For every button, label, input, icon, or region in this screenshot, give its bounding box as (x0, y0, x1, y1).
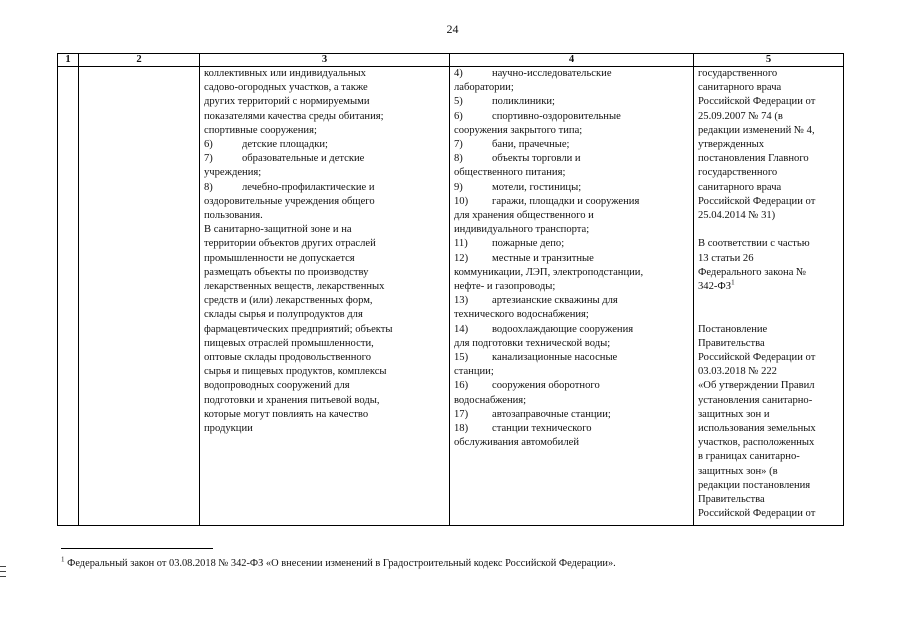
item-number: 8) (204, 181, 213, 193)
text-line: нефте- и газопроводы; (454, 281, 556, 293)
text-line (454, 237, 689, 251)
item-text: гаражи, площадки и сооружения (492, 195, 640, 207)
text-line: технического водоснабжения; (454, 309, 589, 321)
item-number: 18) (454, 423, 469, 435)
text-line (454, 110, 689, 124)
text-line: государственного (698, 167, 778, 179)
footnote-text: Федеральный закон от 03.08.2018 № 342-ФЗ «О внесении изменений в Градостроительный кодекс Российской Федерации». (67, 558, 616, 569)
col-header-4: 4 (450, 54, 694, 67)
text-line (204, 152, 445, 166)
cell-col3 (200, 67, 450, 526)
text-line: которые могут повлиять на качество (204, 408, 369, 420)
item-text: автозаправочные станции; (492, 408, 611, 420)
text-line: продукции (204, 423, 253, 435)
text-line: оздоровительные учреждения общего (204, 195, 375, 207)
text-line (454, 351, 689, 365)
footnote-reference: 1 (731, 278, 735, 287)
item-number: 7) (454, 139, 463, 151)
item-text: спортивно-оздоровительные (492, 110, 621, 122)
text-line: размещать объекты по производству (204, 266, 369, 278)
text-line: промышленности не допускается (204, 252, 355, 264)
text-line: территории объектов других отраслей (204, 238, 376, 250)
item-text: канализационные насосные (492, 352, 618, 364)
text-line: 25.04.2014 № 31) (698, 210, 776, 222)
text-line: оптовые склады продовольственного (204, 352, 372, 364)
footnote (61, 555, 616, 569)
item-text: мотели, гостиницы; (492, 181, 582, 193)
text-line (454, 195, 689, 209)
cell-col1 (58, 67, 79, 526)
text-line: учреждения; (204, 167, 262, 179)
text-line: 13 статьи 26 (698, 252, 754, 264)
item-text: пожарные депо; (492, 238, 565, 250)
text-line: Постановление (698, 323, 768, 335)
item-text: образовательные и детские (242, 153, 365, 165)
item-number: 7) (204, 153, 213, 165)
text-line (454, 138, 689, 152)
text-line: общественного питания; (454, 167, 566, 179)
text-line (204, 181, 445, 195)
text-line: показателями качества среды обитания; (204, 110, 384, 122)
text-line: установления санитарно- (698, 394, 813, 406)
text-line: пищевых отраслей промышленности, (204, 337, 374, 349)
item-number: 17) (454, 408, 469, 420)
text-line: «Об утверждении Правил (698, 380, 815, 392)
regulation-table (57, 53, 844, 526)
text-line (454, 252, 689, 266)
text-line: санитарного врача (698, 181, 782, 193)
text-line: пользования. (204, 210, 263, 222)
footnote-divider (61, 548, 213, 549)
margin-marks (0, 566, 6, 581)
text-line (454, 181, 689, 195)
text-line: коллективных или индивидуальных (204, 68, 366, 79)
footnote-marker: 1 (61, 555, 65, 564)
text-line (698, 294, 839, 308)
text-line (454, 67, 689, 81)
text-line (454, 152, 689, 166)
text-line: водопроводных сооружений для (204, 380, 350, 392)
text-line: коммуникации, ЛЭП, электроподстанции, (454, 266, 644, 278)
item-number: 12) (454, 252, 469, 264)
text-line: фармацевтических предприятий; объекты (204, 323, 393, 335)
table-row (58, 67, 844, 526)
text-line: использования земельных (698, 423, 816, 435)
text-line: в границах санитарно- (698, 451, 800, 463)
text-line: Российской Федерации от (698, 508, 816, 520)
text-line: подготовки и хранения питьевой воды, (204, 394, 380, 406)
text-line: для подготовки технической воды; (454, 337, 611, 349)
text-line: Федерального закона № (698, 266, 807, 278)
text-line (454, 408, 689, 422)
text-line (698, 223, 839, 237)
text-line: Российской Федерации от (698, 96, 816, 108)
page-number: 24 (446, 22, 459, 36)
text-line: защитных зон и (698, 408, 770, 420)
item-text: 342-ФЗ (698, 281, 732, 293)
text-line: лекарственных веществ, лекарственных (204, 281, 385, 293)
item-text: артезианские скважины для (492, 295, 618, 307)
item-number: 14) (454, 323, 469, 335)
col-header-1: 1 (58, 54, 79, 67)
text-line: редакции изменений № 4, (698, 124, 815, 136)
text-line: склады сырья и полупродуктов для (204, 309, 363, 321)
text-line: редакции постановления (698, 479, 811, 491)
text-line: утвержденных (698, 139, 765, 151)
text-line: Российской Федерации от (698, 195, 816, 207)
text-line: 25.09.2007 № 74 (в (698, 110, 783, 122)
text-line: спортивные сооружения; (204, 124, 317, 136)
text-line: водоснабжения; (454, 394, 527, 406)
text-line: В санитарно-защитной зоне и на (204, 224, 352, 236)
item-text: объекты торговли и (492, 153, 581, 165)
item-number: 15) (454, 352, 469, 364)
text-line: обслуживания автомобилей (454, 437, 579, 449)
item-number: 8) (454, 153, 463, 165)
item-number: 11) (454, 238, 468, 250)
item-number: 6) (204, 139, 213, 151)
text-line: средств и (или) лекарственных форм, (204, 295, 373, 307)
cell-col4 (450, 67, 694, 526)
text-line (698, 280, 839, 294)
text-line (454, 95, 689, 109)
text-line: 03.03.2018 № 222 (698, 366, 777, 378)
text-line: государственного (698, 68, 778, 79)
text-line: Правительства (698, 494, 765, 506)
item-number: 10) (454, 195, 469, 207)
item-text: бани, прачечные; (492, 139, 570, 151)
item-text: местные и транзитные (492, 252, 594, 264)
text-line: других территорий с нормируемыми (204, 96, 370, 108)
text-line: лаборатории; (454, 82, 514, 94)
text-line: постановления Главного (698, 153, 809, 165)
item-text: лечебно-профилактические и (242, 181, 375, 193)
text-line (204, 138, 445, 152)
item-number: 6) (454, 110, 463, 122)
item-text: детские площадки; (242, 139, 328, 151)
text-line (454, 323, 689, 337)
col-header-2: 2 (79, 54, 200, 67)
text-line: Правительства (698, 337, 765, 349)
item-number: 9) (454, 181, 463, 193)
text-line: В соответствии с частью (698, 238, 810, 250)
text-line: Российской Федерации от (698, 352, 816, 364)
text-line (454, 294, 689, 308)
cell-col5 (694, 67, 844, 526)
cell-col2 (79, 67, 200, 526)
item-text: сооружения оборотного (492, 380, 600, 392)
text-line: сооружения закрытого типа; (454, 124, 583, 136)
text-line: сырья и пищевых продуктов, комплексы (204, 366, 387, 378)
item-number: 13) (454, 295, 469, 307)
text-line (454, 379, 689, 393)
text-line: станции; (454, 366, 494, 378)
text-line: садово-огородных участков, а также (204, 82, 368, 94)
item-number: 16) (454, 380, 469, 392)
item-text: водоохлаждающие сооружения (492, 323, 634, 335)
text-line: санитарного врача (698, 82, 782, 94)
col-header-5: 5 (694, 54, 844, 67)
text-line: индивидуального транспорта; (454, 224, 590, 236)
table-header-row (58, 54, 844, 67)
text-line: участков, расположенных (698, 437, 815, 449)
item-text: станции технического (492, 423, 592, 435)
item-text: научно-исследовательские (492, 68, 612, 79)
item-number: 4) (454, 68, 463, 79)
item-text: поликлиники; (492, 96, 555, 108)
text-line (454, 422, 689, 436)
item-number: 5) (454, 96, 463, 108)
text-line: для хранения общественного и (454, 210, 594, 222)
text-line: защитных зон» (в (698, 465, 778, 477)
text-line (698, 308, 839, 322)
col-header-3: 3 (200, 54, 450, 67)
